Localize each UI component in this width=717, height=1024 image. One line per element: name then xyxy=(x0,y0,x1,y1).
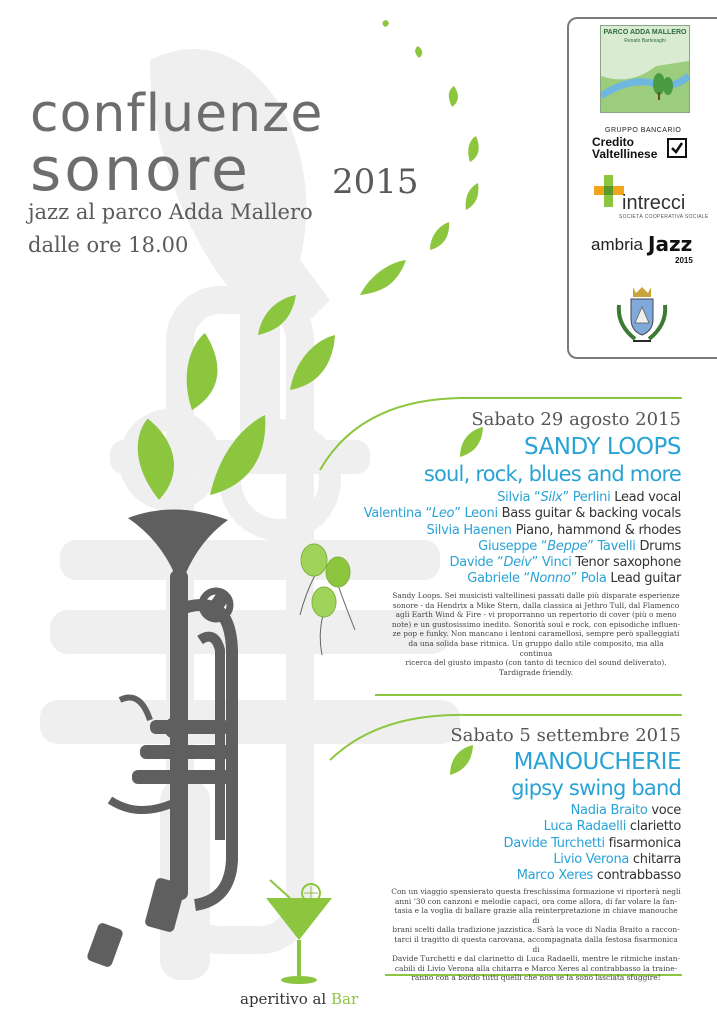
municipal-coat-of-arms-icon xyxy=(613,285,671,347)
member-name: Silvia “ xyxy=(497,490,541,505)
intrecci-name: intrecci xyxy=(622,192,686,214)
event-1-description xyxy=(391,591,681,677)
ambria-jazz: Jazz xyxy=(648,232,693,256)
description-line: cabili di Livio Verona alla chitarra e Marco Xeres al contrabbasso la traine- xyxy=(394,963,678,973)
member-name: Davide “ xyxy=(449,555,504,571)
lineup-item xyxy=(364,571,681,587)
lineup-item xyxy=(364,523,681,539)
description-line: da una solida base ritmica. Un gruppo dallo stile composito, ma alla continua xyxy=(408,638,664,658)
member-role: voce xyxy=(651,803,681,818)
member-role: Piano, hammond & rhodes xyxy=(515,522,681,538)
member-nick: Nonno xyxy=(529,571,571,587)
lineup-item xyxy=(364,555,681,571)
park-illustration-icon xyxy=(601,46,689,112)
member-role: chitarra xyxy=(632,851,681,867)
member-name: Luca Radaelli xyxy=(543,819,627,835)
member-role: Lead guitar xyxy=(610,571,681,587)
title-year: 2015 xyxy=(332,162,419,202)
ambria-year: 2015 xyxy=(675,256,693,265)
credito-line-1: Credito xyxy=(592,135,634,149)
member-name: Nadia Braito xyxy=(570,803,648,818)
member-name: Silvia Haenen xyxy=(426,522,512,538)
bar-text: Bar xyxy=(331,990,359,1008)
event-2-band: MANOUCHERIE xyxy=(513,749,681,775)
event-2-date: Sabato 5 settembre 2015 xyxy=(450,725,681,746)
description-line: Tardigrade friendly. xyxy=(499,667,573,677)
member-nick: Beppe xyxy=(547,538,588,554)
aperitivo-label xyxy=(240,990,358,1008)
aperitivo-text: aperitivo al xyxy=(240,990,327,1008)
member-surname: ” Leoni xyxy=(454,506,498,522)
description-line: ze pop e funky. Non mancano i lentoni caramellosi, sempre però spalleggiati xyxy=(392,629,680,639)
lineup-item xyxy=(364,490,681,506)
credito-group-label: GRUPPO BANCARIO xyxy=(605,127,682,134)
event-1-date: Sabato 29 agosto 2015 xyxy=(471,409,681,430)
description-line: ranno con a bordo tutti quelli che non se la sono lasciata sfuggire! xyxy=(411,973,661,983)
member-nick: Silx xyxy=(540,490,563,505)
member-name: Gabriele “ xyxy=(467,571,530,587)
event-1-genre: soul, rock, blues and more xyxy=(423,462,681,486)
title-line-2: sonore xyxy=(30,135,251,205)
description-line: brani scelti dalla tradizione jazzistica. Sarà la voce di Nadia Braito a raccon- xyxy=(392,925,680,935)
credito-line-2: Valtellinese xyxy=(592,147,658,161)
parco-name: PARCO ADDA MALLERO xyxy=(603,29,687,36)
description-line: sonore - da Hendrix a Mike Stern, dalla classica ai Jethro Tull, dal Flamenco xyxy=(392,600,680,610)
event-2-genre: gipsy swing band xyxy=(511,776,681,800)
member-role: Bass guitar & backing vocals xyxy=(501,506,681,522)
credito-name xyxy=(592,136,657,160)
subtitle: jazz al parco Adda Mallero xyxy=(28,200,313,224)
member-nick: Deiv xyxy=(503,555,532,571)
description-line: Davide Turchetti e dal clarinetto di Luca Radaelli, mentre le ritmiche instan- xyxy=(391,954,681,964)
lineup-item xyxy=(364,506,681,522)
start-time: dalle ore 18.00 xyxy=(28,233,189,257)
description-line: anni ’30 con canzoni e melodie capaci, ora come allora, di far volare la fan- xyxy=(394,896,678,906)
description-line: Con un viaggio spensierato questa freschissima formazione vi riporterà negli xyxy=(391,887,681,896)
event-1-lineup xyxy=(364,490,681,588)
lineup-item xyxy=(504,803,682,819)
description-line: tarci il tragitto di questa carovana, accompagnata dalla festosa fisarmonica di xyxy=(394,934,678,954)
member-name: Giuseppe “ xyxy=(478,538,548,554)
lineup-item xyxy=(504,852,682,868)
event-2-description xyxy=(391,887,681,983)
title-line-1: confluenze xyxy=(30,84,324,144)
member-surname: ” Perlini xyxy=(562,490,611,505)
member-name: Davide Turchetti xyxy=(503,835,605,851)
member-role: fisarmonica xyxy=(608,835,681,851)
event-1-band: SANDY LOOPS xyxy=(524,434,681,460)
description-line: tasia e la voglia di ballare grazie alla reinterpretazione in chiave manouche di xyxy=(394,906,678,925)
member-surname: ” Tavelli xyxy=(587,538,636,554)
member-role: clarietto xyxy=(629,819,681,835)
member-surname: ” Pola xyxy=(570,571,607,587)
park-landscape-logo-icon xyxy=(600,25,690,113)
member-role: Tenor saxophone xyxy=(575,555,681,571)
member-role: contrabbasso xyxy=(596,868,681,884)
member-surname: ” Vinci xyxy=(531,555,572,571)
event-2-lineup xyxy=(504,803,682,884)
lineup-item xyxy=(504,819,682,835)
description-line: Sandy Loops. Sei musicisti valtellinesi passati dalle più disparate esperienze xyxy=(392,591,680,600)
green-cross-logo-icon xyxy=(594,175,624,207)
member-name: Valentina “ xyxy=(363,506,432,522)
parco-sub: Renato Bartesaghi xyxy=(624,38,666,44)
member-name: Livio Verona xyxy=(553,851,630,867)
member-name: Marco Xeres xyxy=(516,868,594,884)
ambria-name: ambria xyxy=(591,235,643,254)
member-role: Lead vocal xyxy=(614,490,681,505)
lineup-item xyxy=(504,868,682,884)
lineup-item xyxy=(504,836,682,852)
description-line: ricerca del giusto impasto (con tanto di tecnico del sound deliverato). xyxy=(405,658,667,668)
check-square-logo-icon xyxy=(667,138,687,158)
member-nick: Leo xyxy=(431,506,455,522)
intrecci-sub: SOCIETÀ COOPERATIVA SOCIALE xyxy=(619,214,709,220)
description-line: agli Earth Wind & Fire - vi proporranno un repertorio di cover (più o meno xyxy=(395,610,677,620)
description-line: note) e un gustosissimo inedito. Sonorità soul e rock, con episodiche influen- xyxy=(391,619,681,629)
member-role: Drums xyxy=(639,538,681,554)
lineup-item xyxy=(364,539,681,555)
